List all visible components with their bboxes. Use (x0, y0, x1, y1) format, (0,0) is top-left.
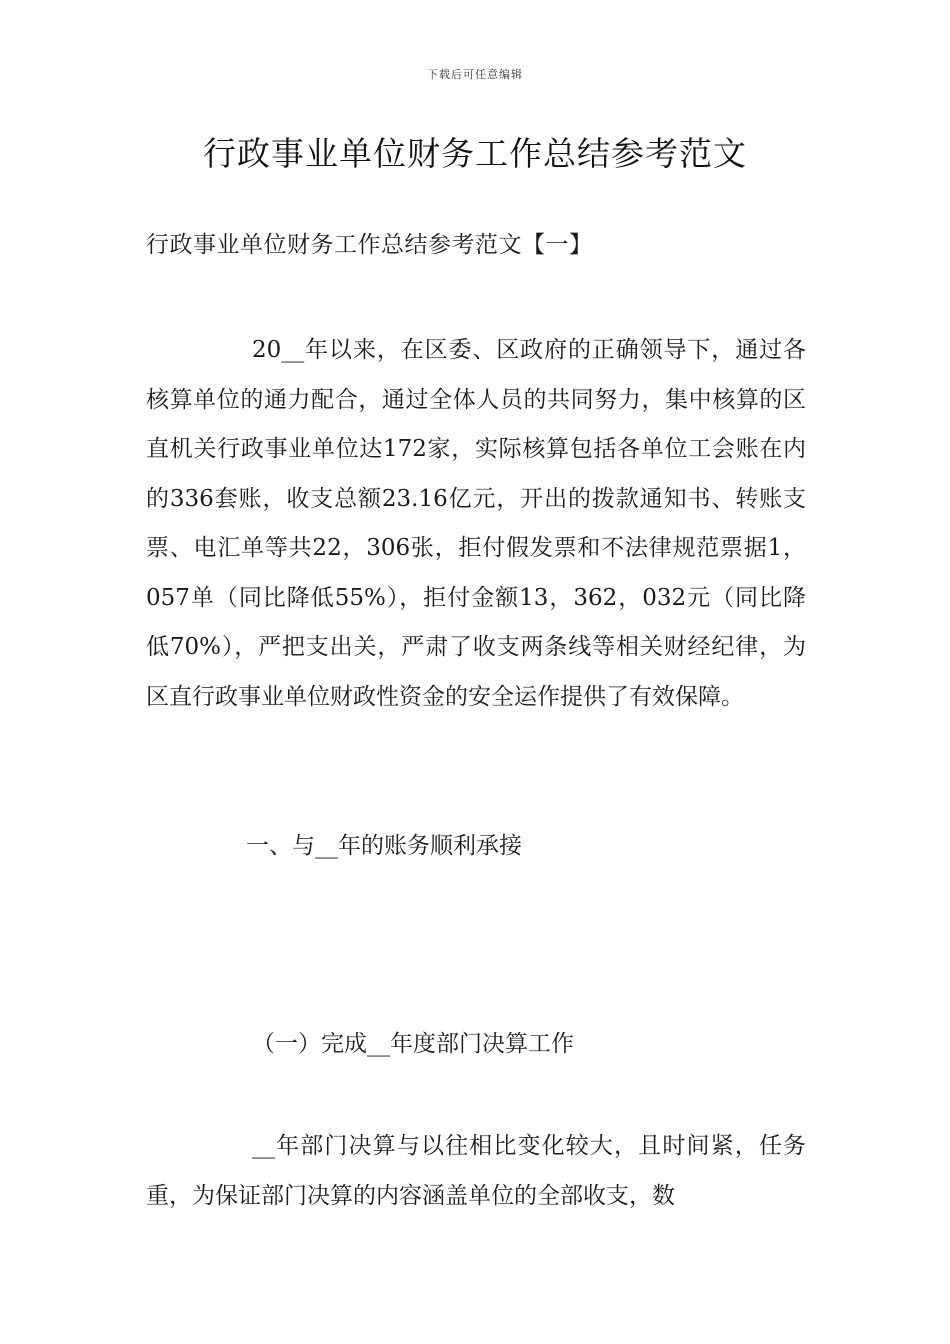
header-note: 下载后可任意编辑 (427, 68, 523, 81)
subsection-heading: （一）完成__年度部门决算工作 (252, 1031, 574, 1057)
section-heading: 一、与__年的账务顺利承接 (246, 833, 522, 859)
paragraph-intro: 20__年以来，在区委、区政府的正确领导下，通过各核算单位的通力配合，通过全体人员的共同努力，集中核算的区直机关行政事业单位达172家，实际核算包括各单位工会账在内的336套账，收支总额23.16亿元，开出的拨款通知书、转账支票、电汇单等共22，306张，拒付假发票和不法律规范票据1，057单（同比降低55%），拒付金额13，362，032元（同比降低70%），严把支出关，严肃了收支两条线等相关财经纪律，为区直行政事业单位财政性资金的安全运作提供了有效保障。 (146, 337, 806, 710)
document-subtitle: 行政事业单位财务工作总结参考范文【一】 (146, 232, 593, 258)
document-title: 行政事业单位财务工作总结参考范文 (203, 134, 747, 173)
paragraph-body: __年部门决算与以往相比变化较大，且时间紧，任务重，为保证部门决算的内容涵盖单位的全部收支，数 (146, 1133, 806, 1209)
